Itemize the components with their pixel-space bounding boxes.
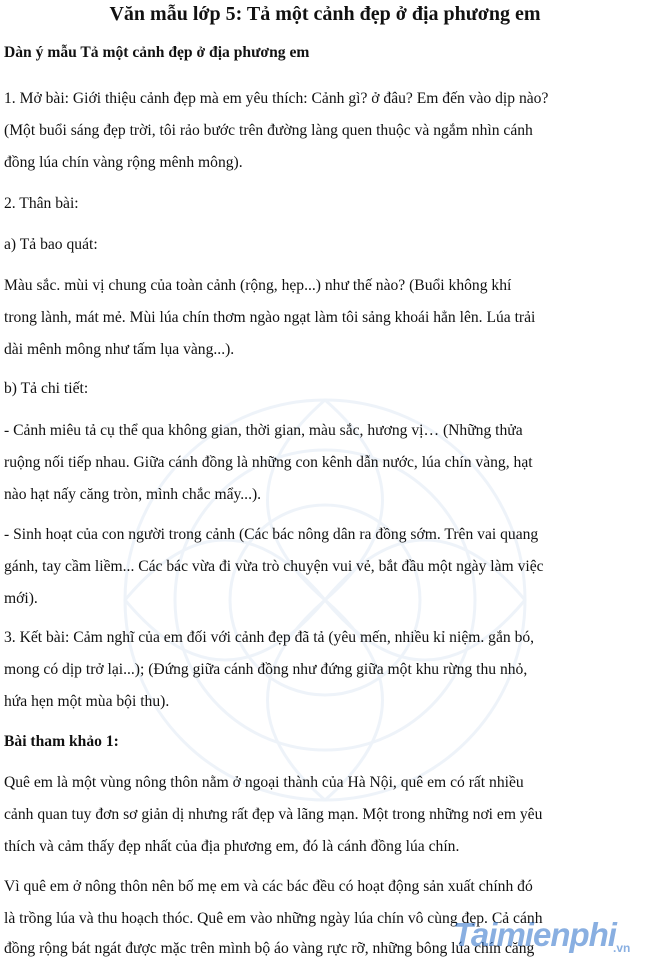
- watermark-logo: [453, 914, 648, 959]
- paragraph-line: (Một buổi sáng đẹp trời, tôi rảo bước trên đường làng quen thuộc và ngắm nhìn cánh: [4, 122, 533, 139]
- paragraph-line: đồng rộng bát ngát được mặc trên mình bộ áo vàng rực rỡ, những bông lúa chín căng: [4, 940, 535, 957]
- paragraph-line: - Sinh hoạt của con người trong cảnh (Các bác nông dân ra đồng sớm. Trên vai quang: [4, 526, 539, 543]
- paragraph-line: dài mênh mông như tấm lụa vàng...).: [4, 341, 235, 358]
- paragraph-line: là trồng lúa và thu hoạch thóc. Quê em vào những ngày lúa chín vô cùng đẹp. Cả cánh: [4, 910, 543, 927]
- watermark-suffix: .vn: [613, 941, 631, 955]
- paragraph-line: Vì quê em ở nông thôn nên bố mẹ em và các bác đều có hoạt động sản xuất chính đó: [4, 878, 533, 895]
- section-label: a) Tả bao quát:: [4, 236, 98, 253]
- paragraph-line: trong lành, mát mẻ. Mùi lúa chín thơm ngào ngạt làm tôi sảng khoái hẳn lên. Lúa trải: [4, 309, 536, 326]
- paragraph-line: mới).: [4, 590, 38, 607]
- paragraph-line: thích và cảm thấy đẹp nhất của địa phương em, đó là cánh đồng lúa chín.: [4, 838, 460, 855]
- reference-heading: Bài tham khảo 1:: [4, 733, 119, 750]
- section-label: b) Tả chi tiết:: [4, 380, 89, 397]
- paragraph-line: cảnh quan tuy đơn sơ giản dị nhưng rất đẹp và lãng mạn. Một trong những nơi em yêu: [4, 806, 543, 823]
- outline-heading: Dàn ý mẫu Tả một cảnh đẹp ở địa phương em: [4, 44, 310, 61]
- paragraph-line: đồng lúa chín vàng rộng mênh mông).: [4, 154, 243, 171]
- watermark-brand: Taimienphi: [453, 916, 616, 953]
- paragraph-line: mong có dịp trở lại...); (Đứng giữa cánh đồng như đứng giữa một khu rừng thu nhỏ,: [4, 661, 528, 678]
- paragraph-line: 1. Mở bài: Giới thiệu cảnh đẹp mà em yêu thích: Cảnh gì? ở đâu? Em đến vào dịp nào?: [4, 90, 549, 107]
- paragraph-line: Màu sắc. mùi vị chung của toàn cảnh (rộng, hẹp...) như thế nào? (Buổi không khí: [4, 277, 512, 294]
- paragraph-line: - Cảnh miêu tả cụ thể qua không gian, thời gian, màu sắc, hương vị… (Những thửa: [4, 422, 523, 439]
- paragraph-line: nào hạt nấy căng tròn, mình chắc mẩy...).: [4, 486, 262, 503]
- paragraph-line: Quê em là một vùng nông thôn nằm ở ngoại thành của Hà Nội, quê em có rất nhiều: [4, 774, 524, 791]
- page-title: Văn mẫu lớp 5: Tả một cảnh đẹp ở địa phương em: [109, 3, 541, 25]
- paragraph-line: hứa hẹn một mùa bội thu).: [4, 693, 170, 710]
- paragraph-line: 3. Kết bài: Cảm nghĩ của em đối với cảnh đẹp đã tả (yêu mến, nhiều kỉ niệm. gắn bó,: [4, 629, 535, 646]
- section-label: 2. Thân bài:: [4, 195, 79, 212]
- paragraph-line: gánh, tay cầm liềm... Các bác vừa đi vừa trò chuyện vui vẻ, bắt đầu một ngày làm việc: [4, 558, 544, 575]
- paragraph-line: ruộng nối tiếp nhau. Giữa cánh đồng là những con kênh dẫn nước, lúa chín vàng, hạt: [4, 454, 533, 471]
